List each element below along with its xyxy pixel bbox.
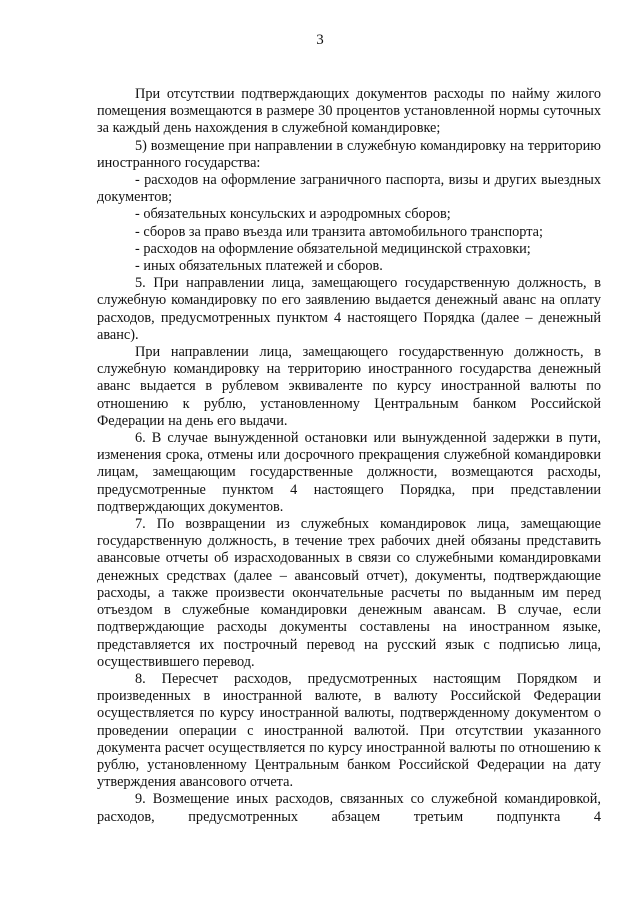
page-number: 3 <box>316 32 324 48</box>
paragraph-9-other-expenses: 9. Возмещение иных расходов, связанных со служебной командировкой, расходов, предусмотренных абзацем третьим подпункта 4 <box>97 791 601 825</box>
list-item-other-payments: - иных обязательных платежей и сборов. <box>135 258 383 275</box>
paragraph-5-advance: 5. При направлении лица, замещающего государственную должность, в служебную командировку по его заявлению выдается денежный аванс на оплату расходов, предусмотренных пунктом 4 настоящего Порядка (далее – денежный аванс). <box>97 275 601 343</box>
paragraph-item-5-foreign: 5) возмещение при направлении в служебную командировку на территорию иностранного государства: <box>97 137 601 171</box>
paragraph-6-delay: 6. В случае вынужденной остановки или вынужденной задержки в пути, изменения срока, отмены или досрочного прекращения служебной командировки лицам, замещающим государственные должности, возмещаются расходы, предусмотренные пунктом 4 настоящего Порядка, при представлении подтверждающих документов. <box>97 430 601 515</box>
document-body <box>97 86 601 826</box>
list-item-entry-fees: - сборов за право въезда или транзита автомобильного транспорта; <box>135 223 543 240</box>
paragraph-no-documents: При отсутствии подтверждающих документов расходы по найму жилого помещения возмещаются в размере 30 процентов установленной нормы суточных за каждый день нахождения в служебной командировке; <box>97 86 601 137</box>
list-item-insurance: - расходов на оформление обязательной медицинской страховки; <box>135 240 531 257</box>
paragraph-8-recalculation: 8. Пересчет расходов, предусмотренных настоящим Порядком и произведенных в иностранной валюте, в валюту Российской Федерации осуществляется по курсу иностранной валюты, подтвержденному документом о проведении операции с иностранной валютой. При отсутствии указанного документа расчет осуществляется по курсу иностранной валюты по отношению к рублю, установленному Центральным банком Российской Федерации на дату утверждения авансового отчета. <box>97 670 601 791</box>
list-item-passport: - расходов на оформление заграничного паспорта, визы и других выездных документов; <box>97 172 601 206</box>
paragraph-5-foreign-advance: При направлении лица, замещающего государственную должность, в служебную командировку на территорию иностранного государства денежный аванс выдается в рублевом эквиваленте по курсу иностранной валюты по отношению к рублю, установленному Центральным банком Российской Федерации на день его выдачи. <box>97 344 601 429</box>
paragraph-7-reports: 7. По возвращении из служебных командировок лица, замещающие государственную должность, в течение трех рабочих дней обязаны представить авансовые отчеты об израсходованных в связи со служебными командировками денежных средствах (далее – авансовый отчет), документы, подтверждающие расходы, а также произвести окончательные расчеты по выданным им перед отъездом в служебные командировки денежным авансам. В случае, если подтверждающие расходы документы составлены на иностранном языке, представляется их построчный перевод на русский язык с подписью лица, осуществившего перевод. <box>97 516 601 670</box>
list-item-consular-fees: - обязательных консульских и аэродромных сборов; <box>135 206 451 223</box>
